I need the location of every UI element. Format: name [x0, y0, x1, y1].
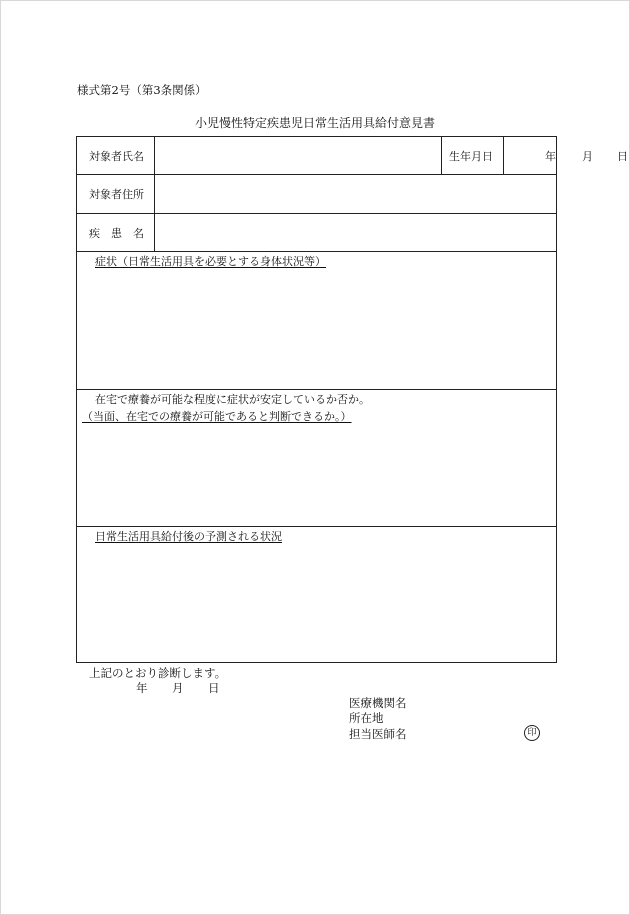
location-label: 所在地: [349, 711, 384, 725]
home-care-note: （当面、在宅での療養が可能であると判断できるか。）: [82, 410, 352, 423]
diagnosis-month-unit: 月: [172, 681, 184, 695]
subject-address-field[interactable]: [155, 175, 556, 213]
subject-address-label: 対象者住所: [77, 175, 155, 213]
home-care-section[interactable]: [77, 390, 556, 527]
diagnosis-day-unit: 日: [208, 681, 220, 695]
subject-name-row: [77, 137, 628, 175]
symptoms-label: 症状（日常生活用具を必要とする身体状況等）: [95, 255, 326, 268]
disease-name-label: 疾 患 名: [77, 214, 155, 251]
birth-date-label: 生年月日: [442, 137, 504, 174]
birth-day-unit: 日: [617, 149, 628, 163]
birth-month-unit: 月: [582, 149, 593, 163]
diagnosis-year-unit: 年: [136, 681, 148, 695]
birth-date-field[interactable]: [504, 137, 628, 174]
document-title: 小児慢性特定疾患児日常生活用具給付意見書: [194, 116, 435, 130]
symptoms-section[interactable]: [77, 252, 556, 390]
prognosis-label: 日常生活用具給付後の予測される状況: [95, 530, 282, 543]
seal-mark: 印: [524, 725, 540, 741]
form-number: 様式第2号（第3条関係）: [77, 83, 207, 97]
opinion-form-table: [76, 136, 628, 663]
subject-name-field[interactable]: [155, 137, 442, 174]
prognosis-section[interactable]: [77, 527, 556, 662]
subject-address-row: [77, 175, 556, 214]
subject-name-label: 対象者氏名: [77, 137, 155, 174]
disease-name-row: [77, 214, 556, 252]
closing-statement: 上記のとおり診断します。: [89, 666, 227, 680]
doctor-label: 担当医師名: [349, 727, 407, 741]
disease-name-field[interactable]: [155, 214, 556, 251]
home-care-label: 在宅で療養が可能な程度に症状が安定しているか否か。: [95, 393, 370, 406]
institution-label: 医療機関名: [349, 696, 407, 710]
birth-year-unit: 年: [545, 149, 556, 163]
